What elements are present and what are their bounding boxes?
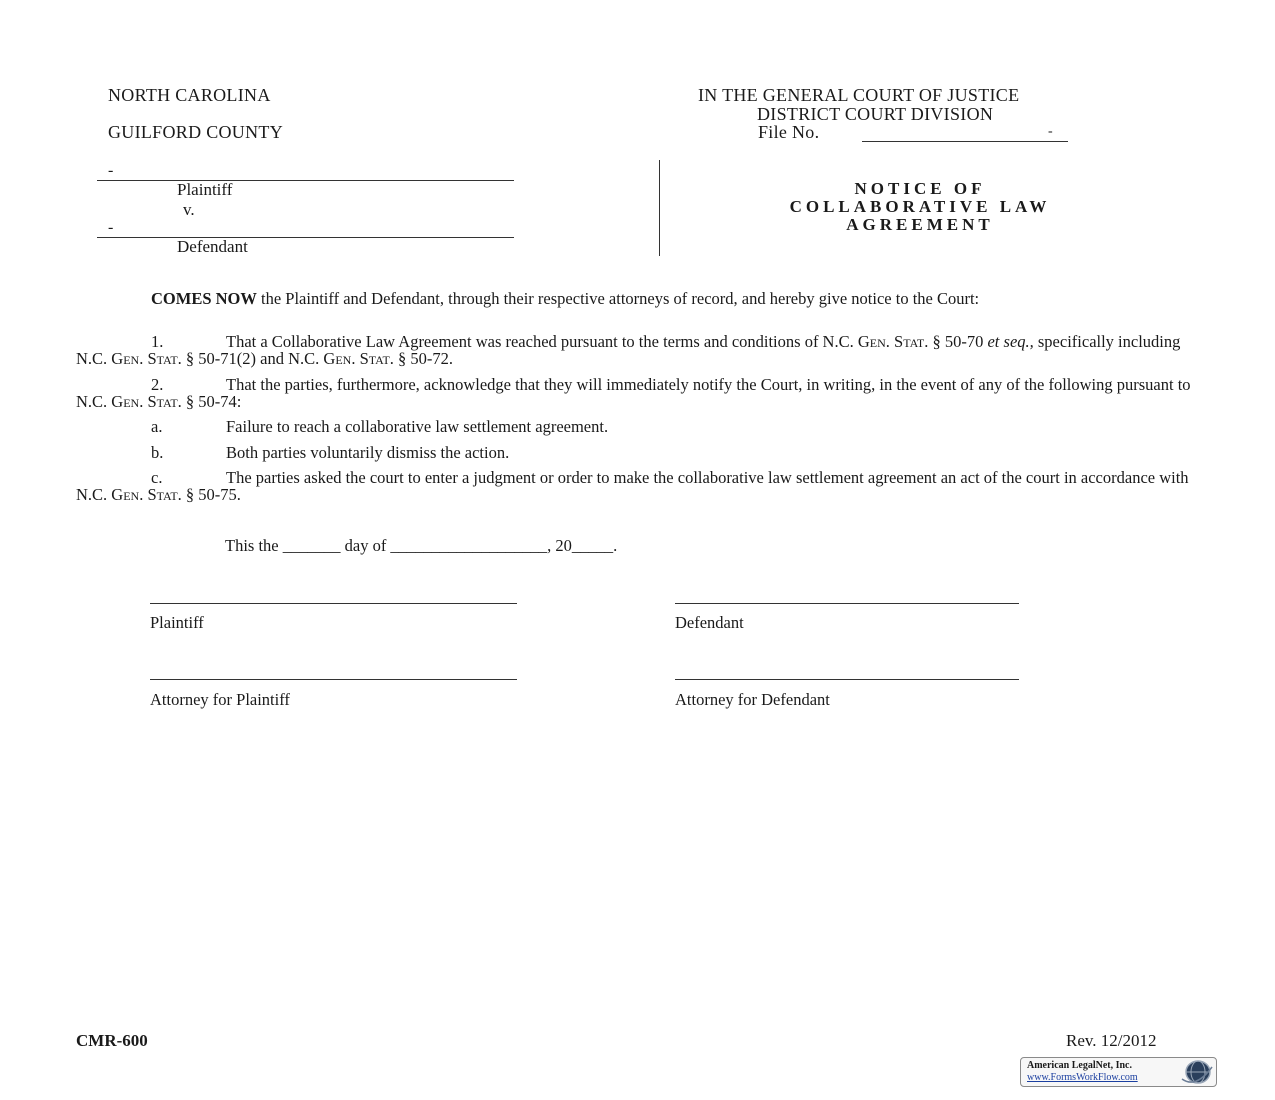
attorney-plaintiff-label: Attorney for Plaintiff [150, 690, 290, 709]
title-line-1: NOTICE OF [854, 179, 986, 198]
defendant-signature-label: Defendant [675, 613, 744, 632]
plaintiff-signature-line [150, 603, 517, 604]
file-no-dash: - [1048, 124, 1053, 139]
file-no-label: File No. [758, 122, 820, 142]
defendant-signature-line [675, 603, 1019, 604]
document-title [720, 180, 1120, 234]
item-1-number: 1. [151, 332, 164, 351]
attorney-plaintiff-signature-line [150, 679, 517, 680]
sub-item-c: c. The parties asked the court to enter a judgment or order to make the collaborative law settlement agreement an act of the court in accordance with N.C. Gen. Stat. § 50-75. [76, 468, 1189, 504]
logo-company-name: American LegalNet, Inc. [1027, 1060, 1132, 1071]
state-name: NORTH CAROLINA [108, 85, 271, 105]
intro-paragraph: COMES NOW the Plaintiff and Defendant, through their respective attorneys of record, and hereby give notice to the Court: [151, 289, 980, 308]
attorney-defendant-label: Attorney for Defendant [675, 690, 830, 709]
plaintiff-line [97, 180, 514, 181]
item-2-number: 2. [151, 375, 164, 394]
defendant-line [97, 237, 514, 238]
versus-label: v. [183, 200, 195, 219]
revision-date: Rev. 12/2012 [1066, 1031, 1157, 1050]
globe-icon [1178, 1059, 1214, 1085]
plaintiff-name-dash: - [108, 162, 114, 179]
title-line-2: COLLABORATIVE LAW [789, 197, 1051, 216]
plaintiff-signature-label: Plaintiff [150, 613, 204, 632]
date-line: This the _______ day of ___________________, 20_____. [225, 536, 618, 555]
sub-item-a: a. Failure to reach a collaborative law settlement agreement. [151, 417, 609, 436]
item-2: 2. That the parties, furthermore, acknowledge that they will immediately notify the Court, in writing, in the event of any of the following pursuant to N.C. Gen. Stat. § 50-74: [76, 375, 1191, 411]
defendant-label: Defendant [177, 237, 248, 256]
file-no-line [862, 141, 1068, 142]
title-line-3: AGREEMENT [846, 215, 994, 234]
comes-now: COMES NOW [151, 289, 257, 308]
sub-item-b: b. Both parties voluntarily dismiss the action. [151, 443, 510, 462]
county-name: GUILFORD COUNTY [108, 122, 283, 142]
court-name: IN THE GENERAL COURT OF JUSTICE [698, 85, 1020, 105]
item-1: 1. That a Collaborative Law Agreement was reached pursuant to the terms and conditions of N.C. Gen. Stat. § 50-70 et seq., specifically including N.C. Gen. Stat. § 50-71(2) and N.C. Gen. Stat. § 50-72. [76, 332, 1181, 368]
plaintiff-label: Plaintiff [177, 180, 233, 199]
defendant-name-dash: - [108, 219, 114, 236]
court-division: DISTRICT COURT DIVISION [757, 104, 994, 124]
caption-divider [659, 160, 660, 256]
form-code: CMR-600 [76, 1031, 148, 1050]
american-legalnet-logo[interactable] [1020, 1057, 1217, 1087]
attorney-defendant-signature-line [675, 679, 1019, 680]
logo-link[interactable]: www.FormsWorkFlow.com [1027, 1072, 1138, 1083]
